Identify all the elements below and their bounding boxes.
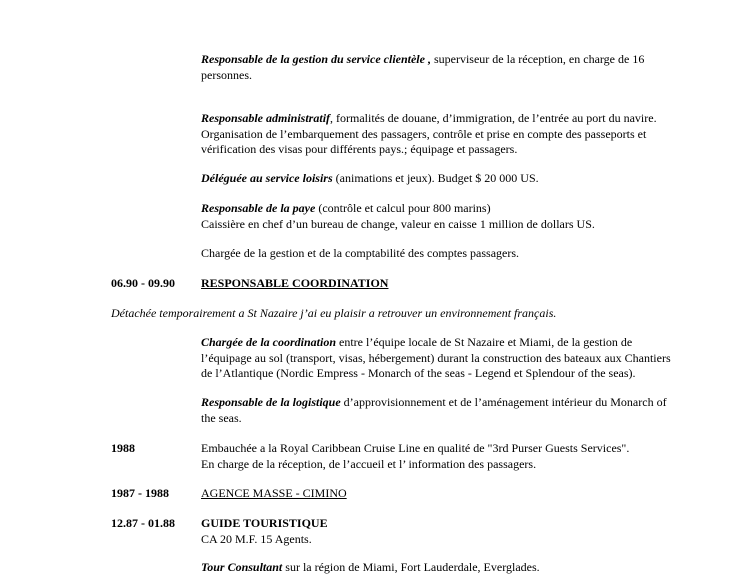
section-leisure bbox=[201, 171, 706, 187]
entry-date: 1987 - 1988 bbox=[111, 486, 169, 500]
role-desc: (contrôle et calcul pour 800 marins) bbox=[315, 201, 491, 215]
section-accounting bbox=[201, 246, 706, 262]
entry-line: CA 20 M.F. 15 Agents. bbox=[201, 531, 312, 546]
section-coordination bbox=[201, 335, 706, 382]
role-title: Déléguée au service loisirs bbox=[201, 171, 333, 185]
role-desc-line: Chargée de la gestion et de la comptabilité des comptes passagers. bbox=[201, 246, 520, 260]
role-desc: d’approvisionnement et de l’aménagement intérieur du Monarch of bbox=[340, 395, 667, 409]
role-desc-line: personnes. bbox=[201, 67, 252, 82]
section-tour-consultant bbox=[201, 560, 706, 576]
company-name: AGENCE MASSE - CIMINO bbox=[201, 486, 347, 500]
role-desc-line: l’équipage au sol (transport, visas, hébergement) durant la construction des bateaux aux Chantiers bbox=[201, 350, 671, 365]
role-title: Chargée de la coordination bbox=[201, 335, 337, 349]
role-desc: , formalités de douane, d’immigration, de l’entrée au port du navire. bbox=[330, 111, 657, 125]
entry-body bbox=[201, 516, 706, 547]
role-desc: superviseur de la réception, en charge de 16 bbox=[430, 52, 645, 66]
entry-title bbox=[201, 276, 706, 292]
role-desc-line: the seas. bbox=[201, 410, 242, 425]
section-administrative bbox=[201, 111, 706, 158]
section-customer-service bbox=[201, 52, 706, 83]
role-title: Tour Consultant bbox=[201, 560, 283, 574]
section-payroll bbox=[201, 201, 706, 232]
note-text: Détachée temporairement a St Nazaire j’ai eu plaisir a retrouver un environnement français. bbox=[111, 306, 557, 320]
entry-body bbox=[201, 441, 706, 472]
role-desc-line: de l’Atlantique (Nordic Empress - Monarch of the seas - Legend et Splendour of the seas). bbox=[201, 366, 636, 380]
entry-line: Embauchée a la Royal Caribbean Cruise Line en qualité de "3rd Purser Guests Services". bbox=[201, 441, 630, 455]
section-logistics bbox=[201, 395, 706, 426]
entry-date: 1988 bbox=[111, 441, 135, 455]
role-desc-line: vérification des visas pour différents pays.; équipage et passagers. bbox=[201, 142, 518, 156]
entry-title bbox=[201, 486, 706, 502]
role-title: Responsable de la paye bbox=[201, 201, 316, 215]
role-desc-line: Organisation de l’embarquement des passagers, contrôle et prise en compte des passeports et bbox=[201, 126, 647, 141]
job-title: GUIDE TOURISTIQUE bbox=[201, 516, 328, 530]
role-desc: entre l’équipe locale de St Nazaire et Miami, de la gestion de bbox=[336, 335, 633, 349]
role-desc: (animations et jeux). Budget $ 20 000 US. bbox=[332, 171, 539, 185]
role-title: Responsable de la logistique bbox=[201, 395, 341, 409]
italic-note bbox=[111, 306, 711, 322]
role-title: Responsable de la gestion du service clientèle , bbox=[201, 52, 431, 66]
entry-line: En charge de la réception, de l’accueil et l’ information des passagers. bbox=[201, 456, 537, 471]
role-desc: sur la région de Miami, Fort Lauderdale, Everglades. bbox=[282, 560, 540, 574]
entry-date: 12.87 - 01.88 bbox=[111, 516, 175, 530]
entry-date: 06.90 - 09.90 bbox=[111, 276, 175, 290]
job-title: RESPONSABLE COORDINATION bbox=[201, 276, 389, 290]
role-desc-line: Caissière en chef d’un bureau de change, valeur en caisse 1 million de dollars US. bbox=[201, 216, 595, 231]
role-title: Responsable administratif bbox=[201, 111, 331, 125]
